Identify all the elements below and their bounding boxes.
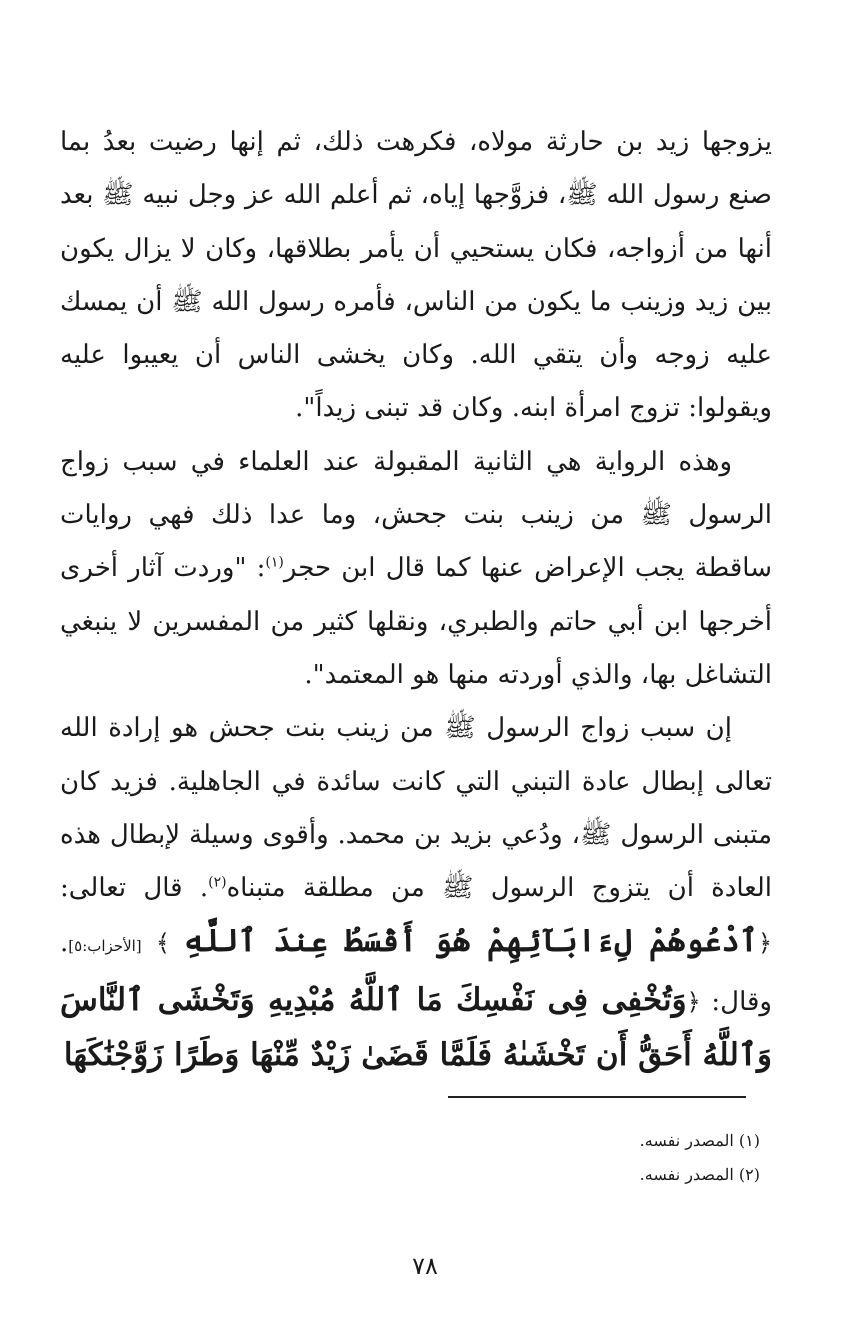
paragraph-3-text-said: . وقال:: [60, 928, 772, 1017]
paragraph-1: [60, 116, 772, 436]
footnote-2-text: المصدر نفسه.: [639, 1165, 734, 1184]
quran-verse-1: ٱدْعُوهُمْ لِءَابَآئِهِمْ هُوَ أَقْسَطُ عِندَ ٱللَّهِ: [184, 923, 758, 960]
paragraph-2: [60, 436, 772, 702]
footnotes: [420, 1124, 760, 1192]
page-number: ٧٨: [412, 1252, 438, 1280]
main-text: [60, 116, 772, 1084]
quran-verse-2: وَتُخْفِى فِى نَفْسِكَ مَا ٱللَّهُ مُبْدِيهِ وَتَخْشَى ٱلنَّاسَ وَٱللَّهُ أَحَقُّ أَن تَخْشَىٰهُ فَلَمَّا قَضَىٰ زَيْدٌ مِّنْهَا وَطَرًا زَوَّجْنَٰكَهَا: [60, 981, 772, 1074]
paragraph-3-text-before: إن سبب زواج الرسول ﷺ من زينب بنت جحش هو إرادة الله تعالى إبطال عادة التبني التي كانت سائدة في الجاهلية. فزيد كان متبنى الرسول ﷺ، ودُعي بزيد بن محمد. وأقوى وسيلة لإبطال هذه العادة أن يتزوج الرسول ﷺ من مطلقة متبناه: [60, 713, 772, 904]
paragraph-2-text-after: : "وردت آثار أخرى أخرجها ابن أبي حاتم والطبري، ونقلها كثير من المفسرين لا ينبغي التشاغل بها، والذي أوردته منها هو المعتمد".: [60, 553, 772, 690]
footnote-1-mark: (١): [738, 1131, 760, 1150]
footnote-2-mark: (٢): [738, 1165, 760, 1184]
surah-reference: [الأحزاب:٥]: [68, 937, 142, 956]
quran-bracket-open-2: ﴿: [686, 987, 701, 1016]
footnote-1-text: المصدر نفسه.: [639, 1131, 734, 1150]
quran-bracket-open-1: ﴿: [757, 929, 773, 958]
footnote-2: [420, 1158, 760, 1192]
paragraph-1-text: يزوجها زيد بن حارثة مولاه، فكرهت ذلك، ثم إنها رضيت بعدُ بما صنع رسول الله ﷺ، فزوَّجها إياه، ثم أعلم الله عز وجل نبيه ﷺ بعد أنها من أزواجه، فكان يستحيي أن يأمر بطلاقها، وكان لا يزال يكون بين زيد وزينب ما يكون من الناس، فأمره رسول الله ﷺ أن يمسك عليه زوجه وأن يتقي الله. وكان يخشى الناس أن يعيبوا عليه ويقولوا: تزوج امرأة ابنه. وكان قد تبنى زيداً".: [60, 127, 772, 424]
quran-bracket-close-1: ﴾: [155, 929, 170, 958]
paragraph-3-text-mid: . قال تعالى:: [60, 873, 209, 904]
footnote-1: [420, 1124, 760, 1158]
footnote-mark-2[interactable]: (٢): [208, 874, 227, 891]
paragraph-3: [60, 702, 772, 1084]
paragraph-2-text-before: وهذه الرواية هي الثانية المقبولة عند العلماء في سبب زواج الرسول ﷺ من زينب بنت جحش، وما عدا ذلك فهي روايات ساقطة يجب الإعراض عنها كما قال ابن حجر: [60, 446, 772, 584]
footnote-mark-1[interactable]: (١): [265, 554, 284, 571]
footnote-divider: [448, 1096, 746, 1098]
